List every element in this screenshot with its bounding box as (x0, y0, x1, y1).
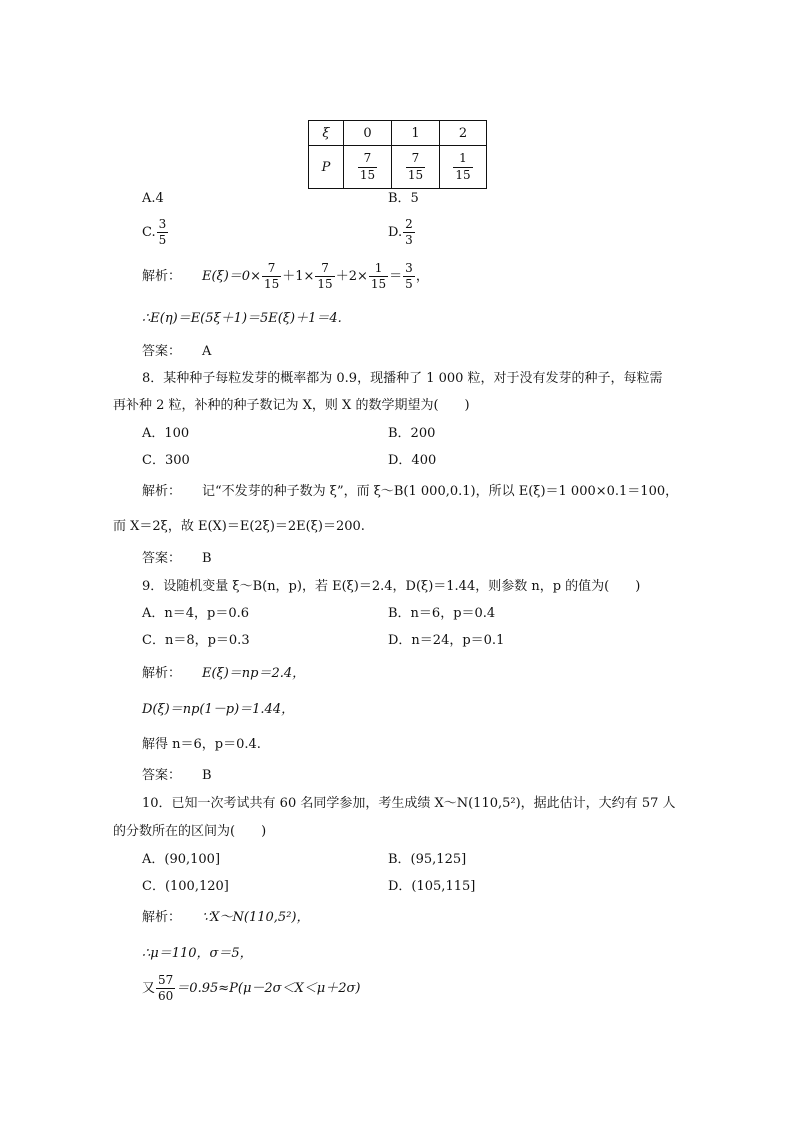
table-cell-prob-2 (440, 146, 487, 189)
table-cell-prob-1 (392, 146, 440, 189)
fraction: $\frac{7}{15}$ (407, 151, 424, 182)
analysis-label: 解析： (142, 910, 182, 925)
q8-option-c: C．300 (142, 453, 190, 468)
table-header-xi: ξ (309, 121, 344, 146)
table-header-0: 0 (344, 121, 392, 146)
answer-label: 答案： (142, 344, 182, 359)
q10-stem-line2: 的分数所在的区间为( ) (113, 824, 267, 839)
answer-value: B (202, 551, 212, 566)
answer-value: B (202, 768, 212, 783)
q9-answer (142, 769, 212, 782)
q7-analysis-line2: ∴E(η)＝E(5ξ＋1)＝5E(ξ)＋1＝4. (142, 311, 342, 326)
analysis-label: 解析： (142, 484, 182, 499)
q8-stem-line2: 再补种 2 粒，补种的种子数记为 X，则 X 的数学期望为( ) (113, 398, 470, 413)
q8-option-b: B．200 (388, 426, 436, 441)
q9-analysis-line2: D(ξ)＝np(1－p)＝1.44， (142, 702, 295, 717)
q7-option-d: D. $\frac{2}{3}$ (388, 217, 413, 248)
table-header-1: 1 (392, 121, 440, 146)
q7-answer (142, 345, 211, 358)
q9-stem-line1: 9．设随机变量 ξ～B(n，p)，若 E(ξ)＝2.4，D(ξ)＝1.44，则参数 n，p 的值为( ) (142, 579, 641, 594)
answer-value: A (202, 344, 212, 359)
q8-answer (142, 552, 212, 565)
analysis-label: 解析： (142, 666, 182, 681)
q9-option-b: B．n＝6，p＝0.4 (388, 606, 496, 621)
table-row-label: P (309, 146, 344, 189)
distribution-table (308, 120, 487, 189)
q8-analysis-line1: 解析： 记“不发芽的种子数为 ξ”，而 ξ～B(1 000,0.1)，所以 E(ξ)＝1 000×0.1＝100， (142, 484, 679, 499)
q7-option-a: A.4 (142, 191, 164, 206)
q7-analysis-line1: 解析： E(ξ)＝0× $\frac{7}{15}$ ＋1× $\frac{7}{15}$ ＋2× $\frac{1}{15}$ ＝ $\frac{3}{5}$ ， (142, 261, 429, 292)
q10-stem-line1: 10．已知一次考试共有 60 名同学参加，考生成绩 X～N(110,5²)，据此估计，大约有 57 人 (142, 796, 676, 811)
q10-analysis-line2: ∴μ＝110，σ＝5， (142, 946, 253, 961)
q10-option-c: C．(100,120] (142, 879, 229, 894)
table-header-2: 2 (440, 121, 487, 146)
q8-option-a: A．100 (142, 426, 190, 441)
q7-option-c: C. $\frac{3}{5}$ (142, 217, 167, 248)
q9-option-a: A．n＝4，p＝0.6 (142, 606, 250, 621)
q10-analysis-line3: 又 $\frac{57}{60}$ ＝0.95≈P(μ－2σ＜X＜μ＋2σ) (142, 973, 361, 1004)
q9-analysis-line1: 解析： E(ξ)＝np＝2.4， (142, 666, 306, 681)
table-row (309, 146, 487, 189)
fraction: $\frac{1}{15}$ (455, 151, 471, 182)
q10-analysis-line1: 解析： ∵X～N(110,5²)， (142, 910, 310, 925)
fraction: $\frac{7}{15}$ (359, 151, 376, 182)
q9-analysis-line3: 解得 n＝6，p＝0.4. (142, 737, 261, 752)
q10-option-b: B．(95,125] (388, 852, 467, 867)
analysis-label: 解析： (142, 269, 182, 285)
q9-option-d: D．n＝24，p＝0.1 (388, 633, 505, 648)
q8-option-d: D．400 (388, 453, 437, 468)
q9-option-c: C．n＝8，p＝0.3 (142, 633, 250, 648)
q8-stem-line1: 8．某种种子每粒发芽的概率都为 0.9，现播种了 1 000 粒，对于没有发芽的种子，每粒需 (142, 371, 663, 386)
q8-analysis-line2: 而 X＝2ξ，故 E(X)＝E(2ξ)＝2E(ξ)＝200. (113, 519, 365, 534)
table-cell-prob-0 (344, 146, 392, 189)
q10-option-a: A．(90,100] (142, 852, 221, 867)
q10-option-d: D．(105,115] (388, 879, 476, 894)
q7-option-b: B．5 (388, 191, 419, 206)
answer-label: 答案： (142, 551, 182, 566)
table-row (309, 121, 487, 146)
answer-label: 答案： (142, 768, 182, 783)
